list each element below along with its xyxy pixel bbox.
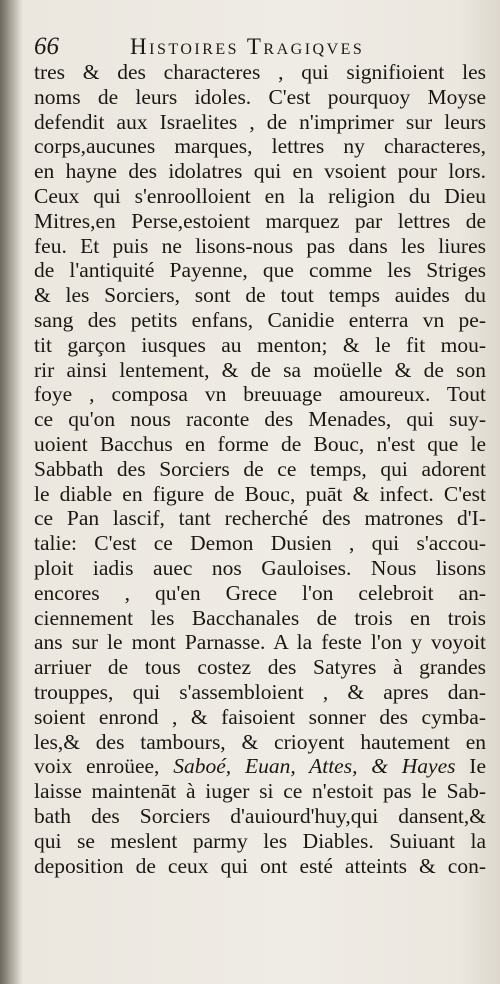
text-line bbox=[34, 705, 486, 730]
text-line bbox=[34, 358, 486, 383]
text-line bbox=[34, 655, 486, 680]
text-segment: ploit iadis auec nos Gauloises. Nous lisons bbox=[34, 555, 486, 580]
text-line bbox=[34, 209, 486, 234]
text-line bbox=[34, 556, 486, 581]
text-line bbox=[34, 432, 486, 457]
text-segment: corps,aucunes marques, lettres ny characteres, bbox=[34, 134, 486, 159]
text-segment: les,& des tambours, & crioyent hautement en bbox=[34, 729, 486, 754]
text-line bbox=[34, 482, 486, 507]
text-segment: Mitres,en Perse,estoient marquez par lettres de bbox=[34, 208, 486, 233]
text-line bbox=[34, 531, 486, 556]
text-segment: ciennement les Bacchanales de trois en trois bbox=[34, 605, 486, 630]
text-segment: ans sur le mont Parnasse. A la feste l'on y voyoit bbox=[34, 630, 486, 655]
text-line bbox=[34, 110, 486, 135]
spine-shadow bbox=[0, 0, 22, 984]
text-line bbox=[34, 134, 486, 159]
text-line bbox=[34, 779, 486, 804]
text-segment: arriuer de tous costez des Satyres à grandes bbox=[34, 655, 486, 680]
text-segment: ce Pan lascif, tant recherché des matrones d'I- bbox=[34, 506, 486, 531]
body-text bbox=[34, 60, 486, 878]
text-segment: le diable en figure de Bouc, puāt & infect. C'est bbox=[34, 481, 486, 506]
text-line bbox=[34, 258, 486, 283]
italic-text: Saboé, Euan, Attes, & Hayes bbox=[173, 754, 456, 779]
text-line bbox=[34, 159, 486, 184]
text-line bbox=[34, 581, 486, 606]
text-segment: Ie bbox=[455, 754, 487, 779]
text-segment: laisse maintenāt à iuger si ce n'estoit pas le Sab- bbox=[34, 779, 486, 804]
text-segment: voix enroüee, bbox=[34, 754, 174, 779]
text-line bbox=[34, 308, 486, 333]
text-segment: bath des Sorciers d'auiourd'huy,qui dansent,& bbox=[34, 803, 486, 828]
text-segment: tit garçon iusques au menton; & le fit mou- bbox=[34, 332, 486, 357]
text-line bbox=[34, 680, 486, 705]
text-line bbox=[34, 283, 486, 308]
text-line bbox=[34, 85, 486, 110]
page-header bbox=[34, 33, 486, 63]
text-line bbox=[34, 630, 486, 655]
text-segment: tres & des characteres , qui signifioient les bbox=[34, 60, 486, 84]
text-segment: encores , qu'en Grece l'on celebroit an- bbox=[34, 580, 486, 605]
text-segment: Sabbath des Sorciers de ce temps, qui adorent bbox=[34, 456, 486, 481]
text-line bbox=[34, 804, 486, 829]
text-segment: de l'antiquité Payenne, que comme les Striges bbox=[34, 258, 486, 283]
text-segment: noms de leurs idoles. C'est pourquoy Moyse bbox=[34, 84, 486, 109]
text-line bbox=[34, 730, 486, 755]
page-number: 66 bbox=[34, 33, 59, 60]
text-line bbox=[34, 382, 486, 407]
text-line bbox=[34, 506, 486, 531]
text-segment: feu. Et puis ne lisons-nous pas dans les liures bbox=[34, 233, 486, 258]
text-segment: foye , composa vn breuuage amoureux. Tout bbox=[34, 382, 486, 407]
text-segment: Ceux qui s'enroolloient en la religion du Dieu bbox=[34, 183, 486, 208]
text-segment: qui se meslent parmy les Diables. Suiuant la bbox=[34, 828, 486, 853]
text-segment: defendit aux Israelites , de n'imprimer sur leurs bbox=[34, 109, 486, 134]
text-line bbox=[34, 606, 486, 631]
running-head: Histoires Tragiqves bbox=[130, 34, 365, 59]
text-segment: deposition de ceux qui ont esté atteints & con- bbox=[34, 853, 486, 878]
text-line bbox=[34, 754, 486, 779]
text-line bbox=[34, 829, 486, 854]
text-segment: en hayne des idolatres qui en vsoient pour lors. bbox=[34, 159, 486, 184]
text-line bbox=[34, 854, 486, 879]
text-segment: trouppes, qui s'assembloient , & apres dan- bbox=[34, 679, 486, 704]
text-line bbox=[34, 234, 486, 259]
text-line bbox=[34, 407, 486, 432]
text-segment: sang des petits enfans, Canidie enterra vn pe- bbox=[34, 307, 486, 332]
text-line bbox=[34, 60, 486, 85]
text-line bbox=[34, 333, 486, 358]
text-segment: rir ainsi lentement, & de sa moüelle & de son bbox=[34, 357, 486, 382]
text-line bbox=[34, 184, 486, 209]
text-segment: ce qu'on nous raconte des Menades, qui suy- bbox=[34, 407, 486, 432]
text-segment: & les Sorciers, sont de tout temps auides du bbox=[34, 283, 486, 308]
text-segment: soient enrond , & faisoient sonner des cymba- bbox=[34, 704, 486, 729]
text-segment: uoient Bacchus en forme de Bouc, n'est que le bbox=[34, 431, 486, 456]
text-line bbox=[34, 457, 486, 482]
text-segment: talie: C'est ce Demon Dusien , qui s'accou- bbox=[34, 531, 486, 556]
